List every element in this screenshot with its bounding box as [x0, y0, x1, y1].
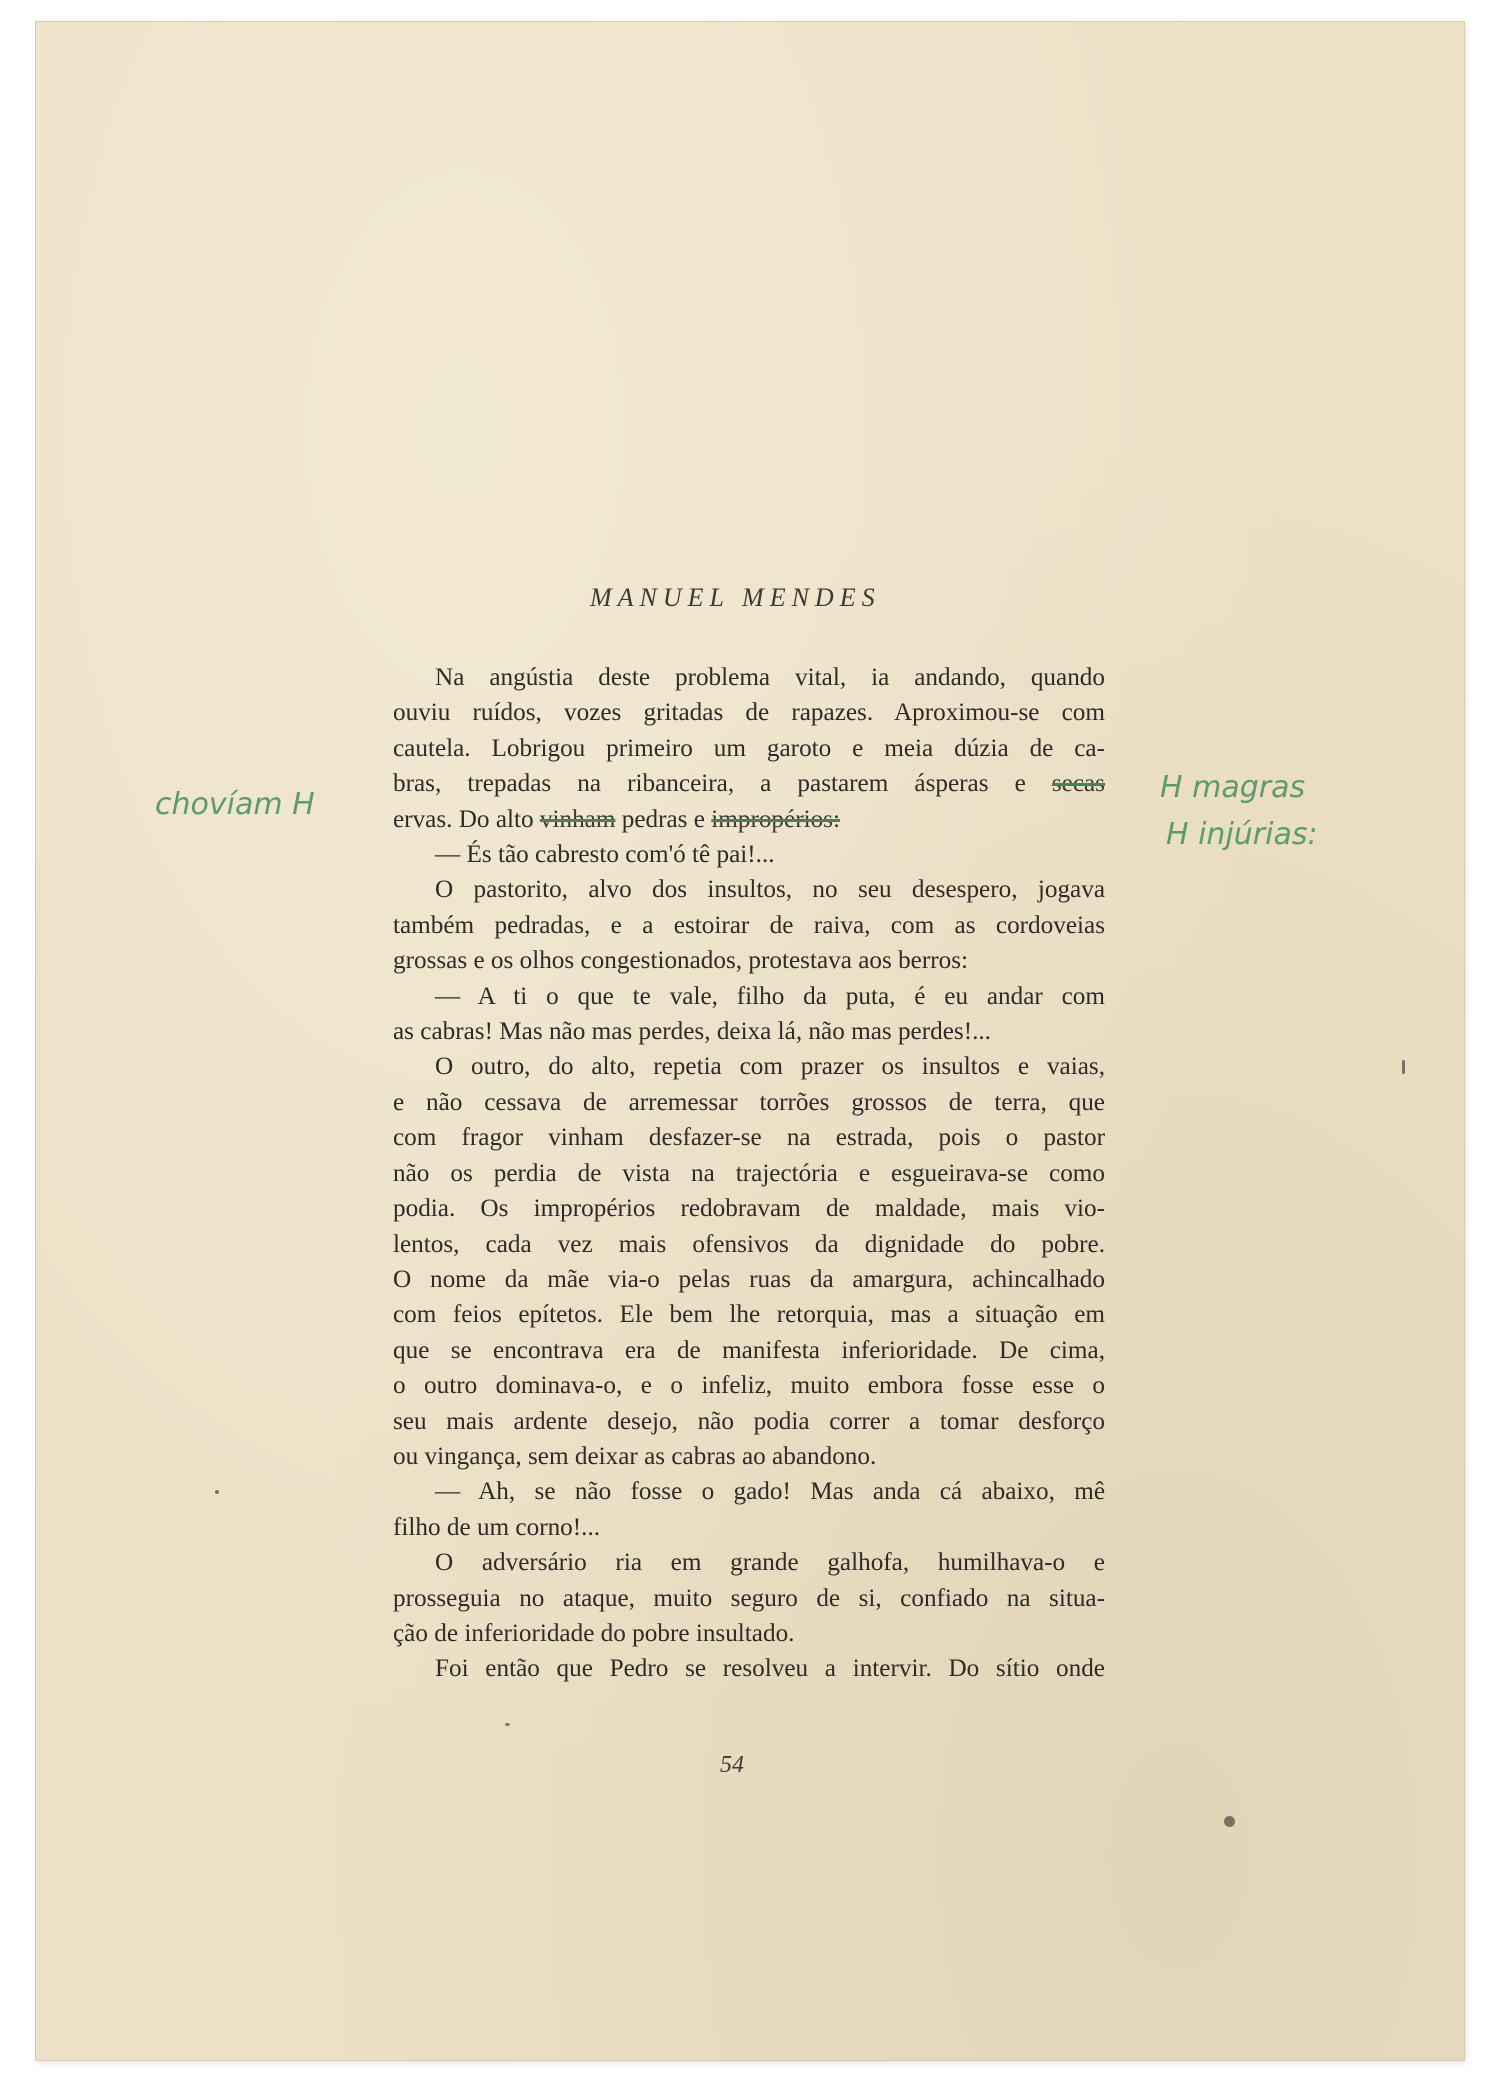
- text-line: Foi então que Pedro se resolveu a intervir. Do sítio onde: [435, 1655, 1105, 1683]
- paper-speck: [215, 1490, 219, 1494]
- text-line: podia. Os impropérios redobravam de maldade, mais vio-: [393, 1195, 1105, 1223]
- text-line: O pastorito, alvo dos insultos, no seu desespero, jogava: [435, 876, 1105, 904]
- paragraph-6: [393, 1474, 1105, 1545]
- text-line: não os perdia de vista na trajectória e esgueirava-se como: [393, 1159, 1105, 1187]
- text-line: o outro dominava-o, e o infeliz, muito embora fosse esse o: [393, 1372, 1105, 1400]
- body-text: [393, 660, 1105, 1687]
- text-line: filho de um corno!...: [393, 1513, 601, 1541]
- paragraph-1: [393, 660, 1105, 837]
- text-line: O outro, do alto, repetia com prazer os insultos e vaias,: [435, 1053, 1105, 1081]
- text-line-with-strike: [393, 766, 1105, 801]
- paragraph-7: [393, 1545, 1105, 1651]
- paper-speck: [505, 1723, 510, 1726]
- text-line: lentos, cada vez mais ofensivos da dignidade do pobre.: [393, 1230, 1105, 1258]
- struck-word-vinham: vinham: [539, 805, 616, 833]
- text-fragment: ervas. Do alto: [393, 805, 534, 833]
- text-fragment: pedras e: [621, 805, 705, 833]
- text-line: O adversário ria em grande galhofa, humilhava-o e: [435, 1549, 1105, 1577]
- margin-note-right-2: H injúrias:: [1166, 817, 1318, 852]
- text-line: que se encontrava era de manifesta inferioridade. De cima,: [393, 1336, 1105, 1364]
- text-line: — És tão cabresto com'ó tê pai!...: [435, 841, 775, 869]
- text-line: Na angústia deste problema vital, ia andando, quando: [435, 664, 1105, 691]
- paragraph-5: [393, 1049, 1105, 1474]
- text-line: as cabras! Mas não mas perdes, deixa lá, não mas perdes!...: [393, 1018, 991, 1046]
- paragraph-2: [393, 837, 1105, 872]
- text-line: — A ti o que te vale, filho da puta, é eu andar com: [435, 982, 1105, 1010]
- paragraph-3: [393, 872, 1105, 978]
- text-line: ouviu ruídos, vozes gritadas de rapazes. Aproximou-se com: [393, 699, 1105, 727]
- text-line: ou vingança, sem deixar as cabras ao abandono.: [393, 1442, 877, 1470]
- struck-word-secas: secas: [1051, 770, 1105, 798]
- text-line: — Ah, se não fosse o gado! Mas anda cá abaixo, mê: [435, 1478, 1105, 1506]
- struck-word-improperios: impropérios:: [711, 805, 840, 833]
- text-fragment: bras, trepadas na ribanceira, a pastarem ásperas e: [393, 770, 1026, 798]
- margin-note-left: chovíam H: [155, 787, 315, 822]
- text-line: e não cessava de arremessar torrões grossos de terra, que: [393, 1088, 1105, 1116]
- text-line: seu mais ardente desejo, não podia correr a tomar desforço: [393, 1407, 1105, 1435]
- text-line-with-strikes: [393, 802, 1105, 837]
- text-line: cautela. Lobrigou primeiro um garoto e meia dúzia de ca-: [393, 734, 1105, 762]
- paragraph-4: [393, 979, 1105, 1050]
- text-line: O nome da mãe via-o pelas ruas da amargura, achincalhado: [393, 1265, 1105, 1293]
- paper-speck: [1402, 1060, 1405, 1074]
- page-number: 54: [720, 1752, 744, 1778]
- margin-note-right-1: H magras: [1160, 770, 1306, 805]
- paragraph-8: [393, 1651, 1105, 1686]
- text-line: ção de inferioridade do pobre insultado.: [393, 1619, 795, 1647]
- text-line: com fragor vinham desfazer-se na estrada, pois o pastor: [393, 1124, 1105, 1152]
- paper-speck: [1224, 1816, 1235, 1827]
- running-head: MANUEL MENDES: [590, 583, 881, 612]
- text-line: com feios epítetos. Ele bem lhe retorquia, mas a situação em: [393, 1301, 1105, 1329]
- text-line: prosseguia no ataque, muito seguro de si, confiado na situa-: [393, 1584, 1105, 1612]
- text-line: grossas e os olhos congestionados, protestava aos berros:: [393, 947, 969, 975]
- text-line: também pedradas, e a estoirar de raiva, com as cordoveias: [393, 911, 1105, 939]
